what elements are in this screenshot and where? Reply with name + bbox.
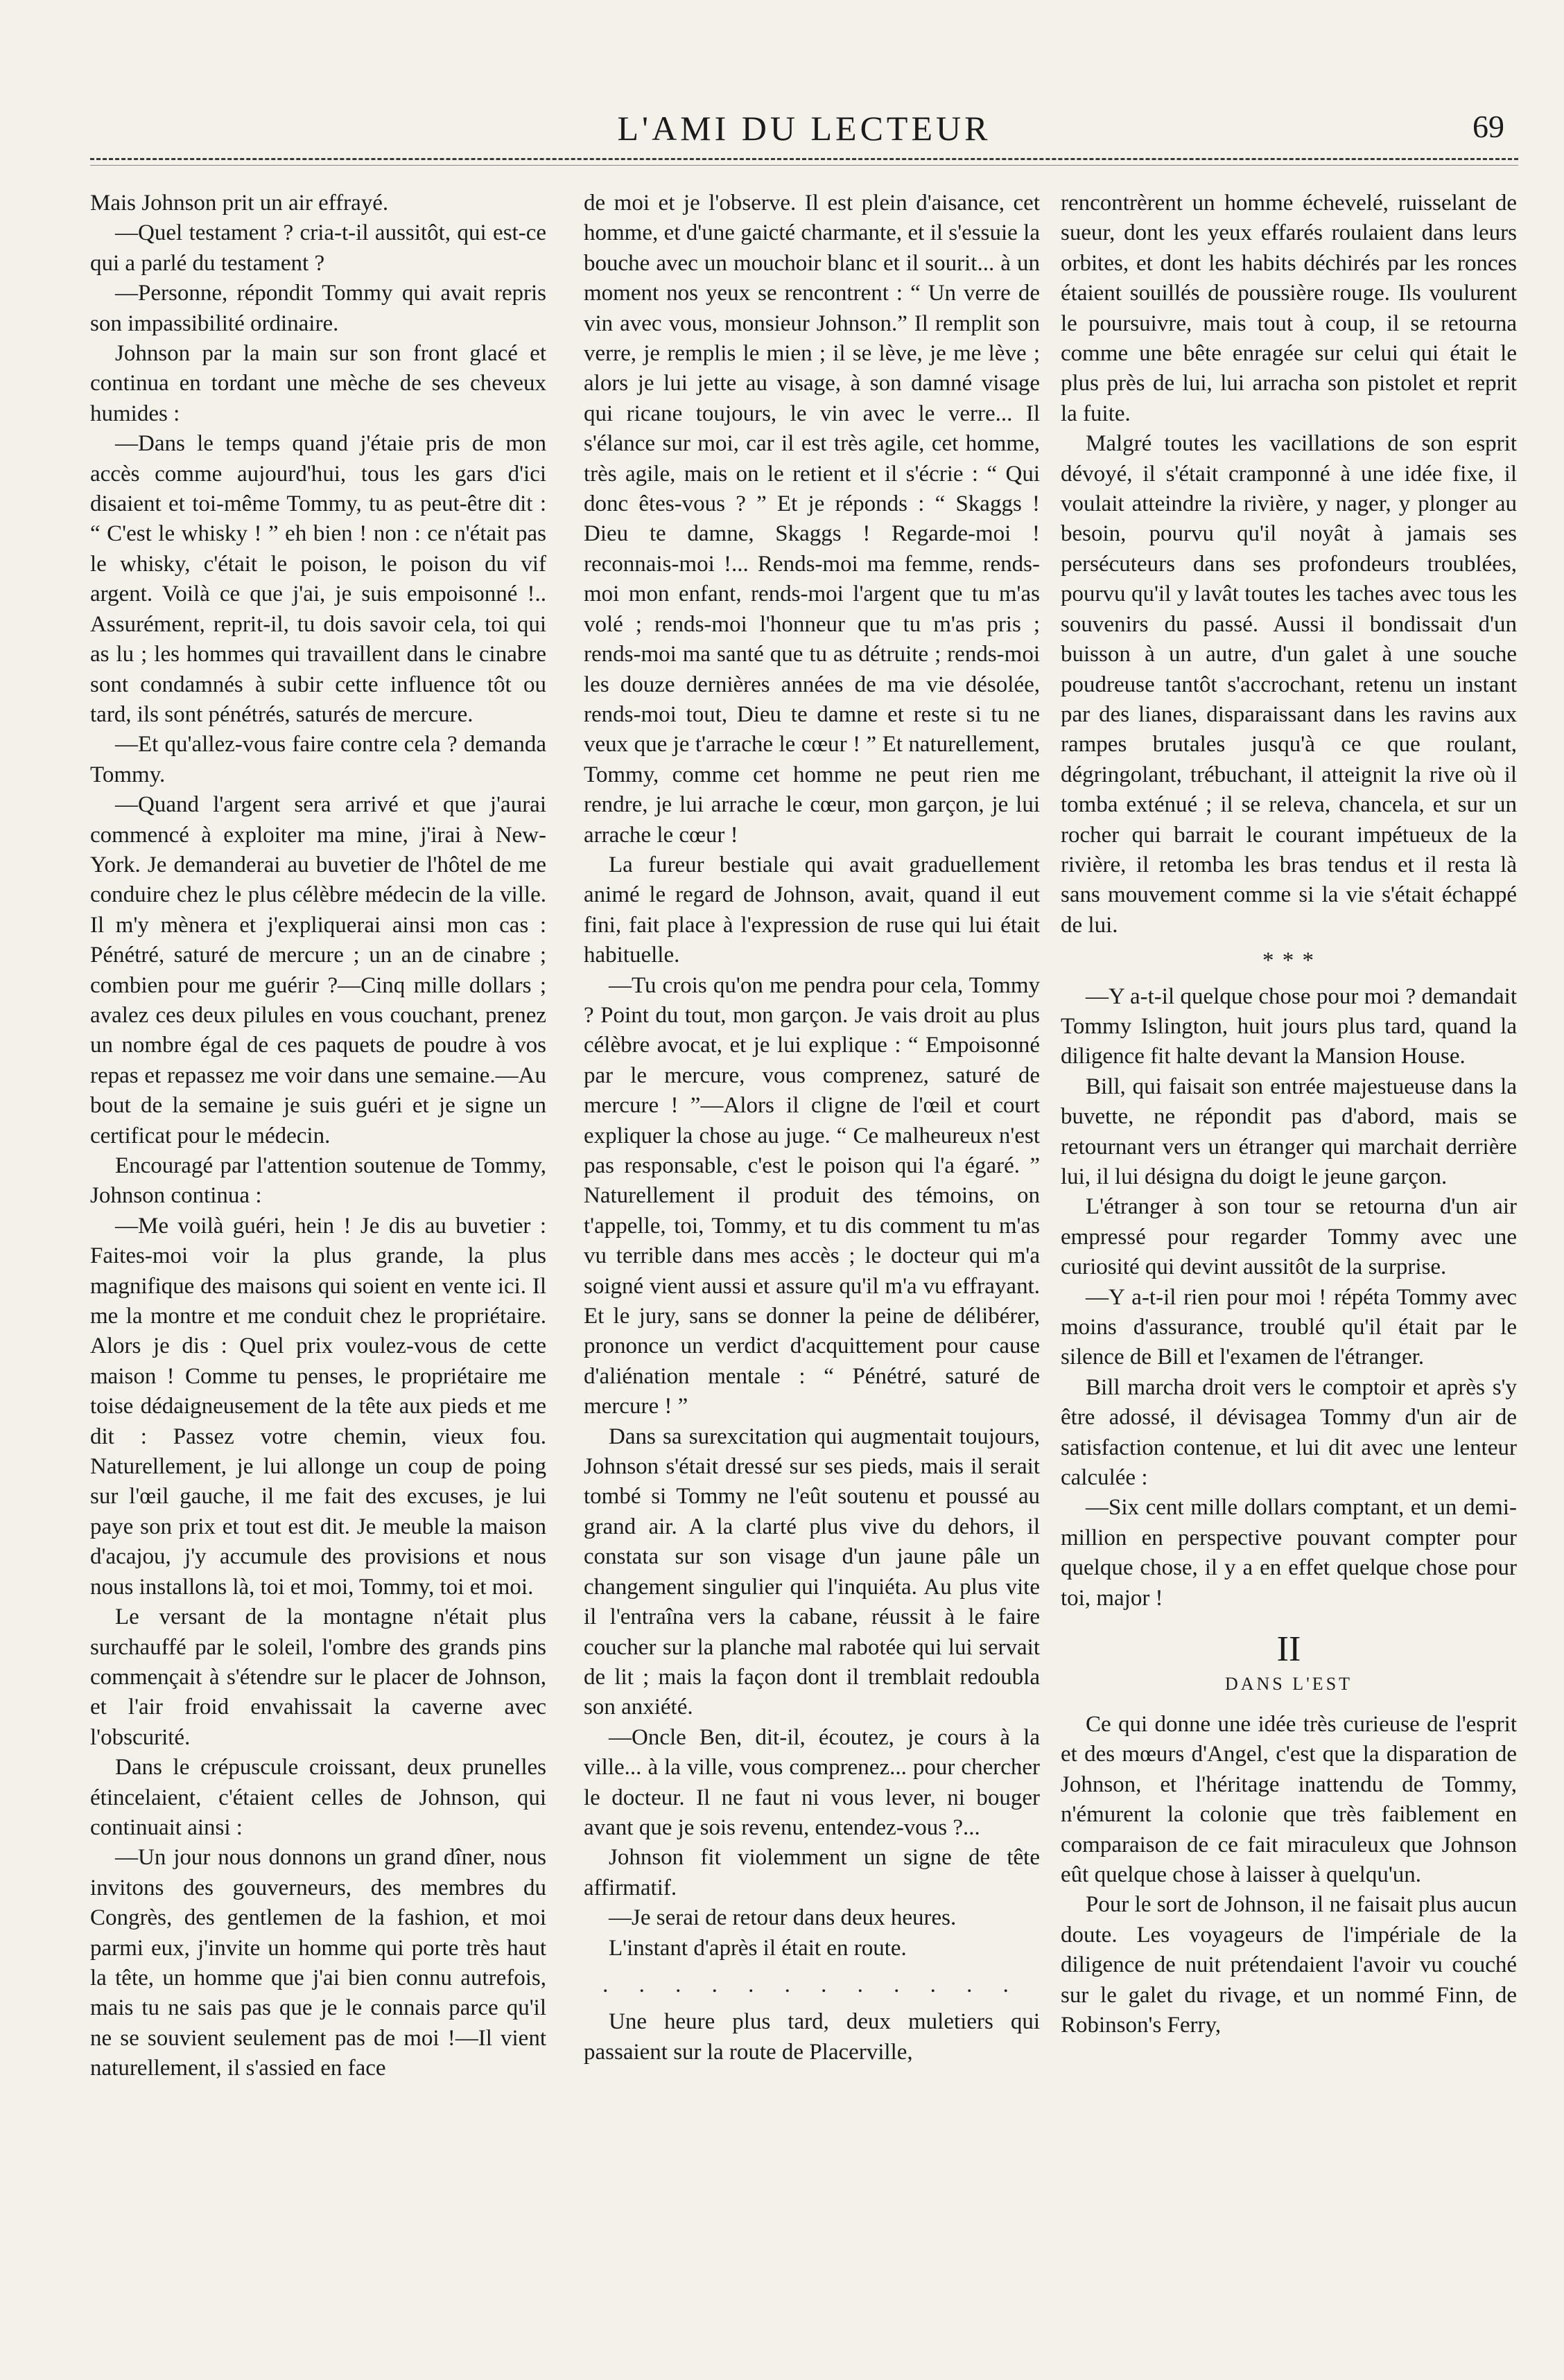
paragraph: La fureur bestiale qui avait graduellement animé le regard de Johnson, avait, quand il eut fini, fait place à l'expression de ruse qui lui était habituelle. [584,852,1040,968]
paragraph: —Y a-t-il rien pour moi ! répéta Tommy avec moins d'assurance, troublé qu'il était par le silence de Bill et l'examen de l'étranger. [1061,1284,1517,1370]
paragraph: —Un jour nous donnons un grand dîner, nous invitons des gouverneurs, des membres du Congrès, des gentlemen de la fashion, et moi parmi eux, j'invite un homme qui porte très haut la tête, un homme que j'ai bien connu autrefois, mais tu ne sais pas que je le connais parce qu'il ne se souvient seulement pas de moi !—Il vient naturellement, il s'assied en face [90,1845,546,2081]
chapter-title: DANS L'EST [1224,1673,1353,1694]
header-rule-thin [90,165,1518,166]
paragraph: L'instant d'après il était en route. [609,1935,907,1961]
chapter-number: II [1276,1629,1301,1670]
paragraph: Mais Johnson prit un air effrayé. [90,191,389,216]
paragraph: —Me voilà guéri, hein ! Je dis au buvetier : Faites-moi voir la plus grande, la plus magnifique des maisons qui soient en vente ici. Il me la montre et me conduit chez le propriétaire. Alors je dis : Quel prix voulez-vous de cette maison ! Comme tu penses, le propriétaire me toise dédaigneusement de la tête aux pieds et me dit : Passez votre chemin, vieux fou. Naturellement, je lui allonge un coup de poing sur l'œil gauche, il me fait des excuses, je lui paye son prix et tout est dit. Je meuble la maison d'acajou, j'y accumule des provisions et nous nous installons là, toi et moi, Tommy, toi et moi. [90,1213,546,1600]
paragraph: Pour le sort de Johnson, il ne faisait plus aucun doute. Les voyageurs de l'impériale de la diligence de nuit prétendaient l'avoir vu couché sur le galet du rivage, et un nommé Finn, de Robinson's Ferry, [1061,1892,1517,2038]
paragraph: Dans le crépuscule croissant, deux prunelles étincelaient, c'étaient celles de Johnson, qui continuait ainsi : [90,1755,546,1840]
header-rule [90,158,1518,160]
paragraph: Johnson fit violemment un signe de tête affirmatif. [584,1845,1040,1900]
asterism-separator: * * * [1262,948,1315,974]
paragraph: —Oncle Ben, dit-il, écoutez, je cours à la ville... à la ville, vous comprenez... pour chercher le docteur. Il ne faut ni vous lever, ni bouger avant que je sois revenu, entendez-vous ?... [584,1724,1040,1840]
paragraph: —Personne, répondit Tommy qui avait repris son impassibilité ordinaire. [90,281,546,336]
paragraph: —Tu crois qu'on me pendra pour cela, Tommy ? Point du tout, mon garçon. Je vais droit au plus célèbre avocat, et je lui explique : “ Empoisonné par le mercure, vous comprenez, saturé de mercure ! ”—Alors il cligne de l'œil et court expliquer la chose au juge. “ Ce malheureux n'est pas responsable, c'est le poison qui l'a égaré. ” Naturellement il produit des témoins, on t'appelle, toi, Tommy, et tu dis comment tu m'as vu terrible dans mes accès ; le docteur qui m'a soigné vient aussi et assure qu'il m'a vu effrayant. Et le jury, sans se donner la peine de délibérer, prononce un verdict d'acquittement pour cause d'aliénation mentale : “ Pénétré, saturé de mercure ! ” [584,972,1040,1419]
paragraph: —Y a-t-il quelque chose pour moi ? demandait Tommy Islington, huit jours plus tard, quand la diligence fit halte devant la Mansion House. [1061,983,1517,1069]
paragraph: de moi et je l'observe. Il est plein d'aisance, cet homme, et d'une gaicté charmante, et il s'essuie la bouche avec un mouchoir blanc et il sourit... à un moment nos yeux se rencontrent : “ Un verre de vin avec vous, monsieur Johnson.” Il remplit son verre, je remplis le mien ; il se lève, je me lève ; alors je lui jette au visage, à son damné visage qui ricane toujours, le vin avec le verre... Il s'élance sur moi, car il est très agile, cet homme, très agile, mais on le retient et il s'écrie : “ Qui donc êtes-vous ? ” Et je réponds : “ Skaggs ! Dieu te damne, Skaggs ! Regarde-moi ! reconnais-moi !... Rends-moi ma femme, rends-moi mon enfant, rends-moi l'argent que tu m'as volé ; rends-moi l'honneur que tu m'as pris ; rends-moi ma santé que tu as détruite ; rends-moi les douze dernières années de ma vie désolée, rends-moi tout, Dieu te damne et reste si tu ne veux que je t'arrache le cœur ! ” Et naturellement, Tommy, comme cet homme ne peut rien me rendre, je lui arrache le cœur, mon garçon, je lui arrache le cœur ! [584,191,1040,848]
paragraph: Ce qui donne une idée très curieuse de l'esprit et des mœurs d'Angel, c'est que la disparation de Johnson, et l'héritage inattendu de Tommy, n'émurent la colonie que très faiblement en comparaison de ce fait miraculeux que Johnson eût quelque chose à laisser à quelqu'un. [1061,1711,1517,1887]
paragraph: —Quel testament ? cria-t-il aussitôt, qui est-ce qui a parlé du testament ? [90,220,546,276]
paragraph: —Dans le temps quand j'étaie pris de mon accès comme aujourd'hui, tous les gars d'ici disaient et toi-même Tommy, tu as peut-être dit : “ C'est le whisky ! ” eh bien ! non : ce n'était pas le whisky, c'était le poison, le poison du vif argent. Voilà ce que j'ai, je suis empoisonné !.. Assurément, reprit-il, tu dois savoir cela, toi qui as lu ; les hommes qui travaillent dans le cinabre sont condamnés à subir cette influence tôt ou tard, ils sont pénétrés, saturés de mercure. [90,431,546,727]
paragraph: Dans sa surexcitation qui augmentait toujours, Johnson s'était dressé sur ses pieds, mais il serait tombé si Tommy ne l'eût soutenu et poussé au grand air. A la clarté plus vive du dehors, il constata sur son visage d'un jaune pâle un changement singulier qui l'inquiéta. Au plus vite il l'entraîna vers la cabane, réussit à le faire coucher sur la planche mal rabotée qui lui servait de lit ; mais la façon dont il tremblait redoubla son anxiété. [584,1424,1040,1720]
text-column-3 [1061,189,1517,2040]
paragraph: Johnson par la main sur son front glacé et continua en tordant une mèche de ses cheveux humides : [90,341,546,426]
paragraph: Bill, qui faisait son entrée majestueuse dans la buvette, ne répondit pas d'abord, mais se retournant vers un étranger qui marchait derrière lui, il lui désigna du doigt le jeune garçon. [1061,1074,1517,1189]
paragraph: —Je serai de retour dans deux heures. [609,1905,957,1931]
paragraph: Le versant de la montagne n'était plus surchauffé par le soleil, l'ombre des grands pins commençait à s'étendre sur le placer de Johnson, et l'air froid envahissait la caverne avec l'obscurité. [90,1604,546,1750]
text-column-2 [584,189,1040,2067]
paragraph: Malgré toutes les vacillations de son esprit dévoyé, il s'était cramponné à une idée fixe, il voulait atteindre la rivière, y nager, y plonger au besoin, pourvu qu'il noyât à jamais ses persécuteurs dans ses profondeurs troublées, pourvu qu'il y lavât toutes les taches avec tous les souvenirs du passé. Aussi il bondissait d'un buisson à un autre, d'un galet à une souche poudreuse tantôt s'accrochant, retenu un instant par des lianes, disparaissant dans les ravins aux rampes brutales jusqu'à ce que roulant, dégringolant, trébuchant, il atteignit la rive où il tomba exténué ; il se releva, chancela, et sur un rocher qui barrait le courant impétueux de la rivière, il retomba les bras tendus et il resta là sans mouvement comme si la vie s'était échappé de lui. [1061,431,1517,938]
page-number: 69 [1472,109,1504,144]
paragraph: L'étranger à son tour se retourna d'un air empressé pour regarder Tommy avec une curiosité qui devint aussitôt de la surprise. [1061,1194,1517,1280]
paragraph: Bill marcha droit vers le comptoir et après s'y être adossé, il dévisagea Tommy d'un air de satisfaction contenue, et lui dit avec une lenteur calculée : [1061,1374,1517,1491]
paragraph: —Quand l'argent sera arrivé et que j'aurai commencé à exploiter ma mine, j'irai à New-York. Je demanderai au buvetier de l'hôtel de me conduire chez le plus célèbre médecin de la ville. Il m'y mènera et j'expliquerai ainsi mon cas : Pénétré, saturé de mercure ; un an de cinabre ; combien pour me guérir ?—Cinq mille dollars ; avalez ces deux pilules en vous couchant, prenez un nombre égal de ces paquets de poudre à vos repas et repassez me voir dans une semaine.—Au bout de la semaine je suis guéri et je signe un certificat pour le médecin. [90,792,546,1148]
section-dots: . . . . . . . . . . . . [602,1972,1021,1997]
paragraph: Encouragé par l'attention soutenue de Tommy, Johnson continua : [90,1153,546,1209]
paragraph: rencontrèrent un homme échevelé, ruisselant de sueur, dont les yeux effarés roulaient dans leurs orbites, et dont les habits déchirés par les ronces étaient souillés de poussière rouge. Ils voulurent le poursuivre, mais tout à coup, il se retourna comme une bête enragée sur celui qui était le plus près de lui, lui arracha son pistolet et reprit la fuite. [1061,191,1517,426]
running-title: L'AMI DU LECTEUR [617,109,991,148]
paragraph: Une heure plus tard, deux muletiers qui passaient sur la route de Placerville, [584,2009,1040,2065]
text-column-1 [90,189,546,2084]
page-header [90,96,1518,151]
paragraph: —Et qu'allez-vous faire contre cela ? demanda Tommy. [90,732,546,787]
paragraph: —Six cent mille dollars comptant, et un demi-million en perspective pouvant compter pour quelque chose, il y a en effet quelque chose pour toi, major ! [1061,1495,1517,1611]
